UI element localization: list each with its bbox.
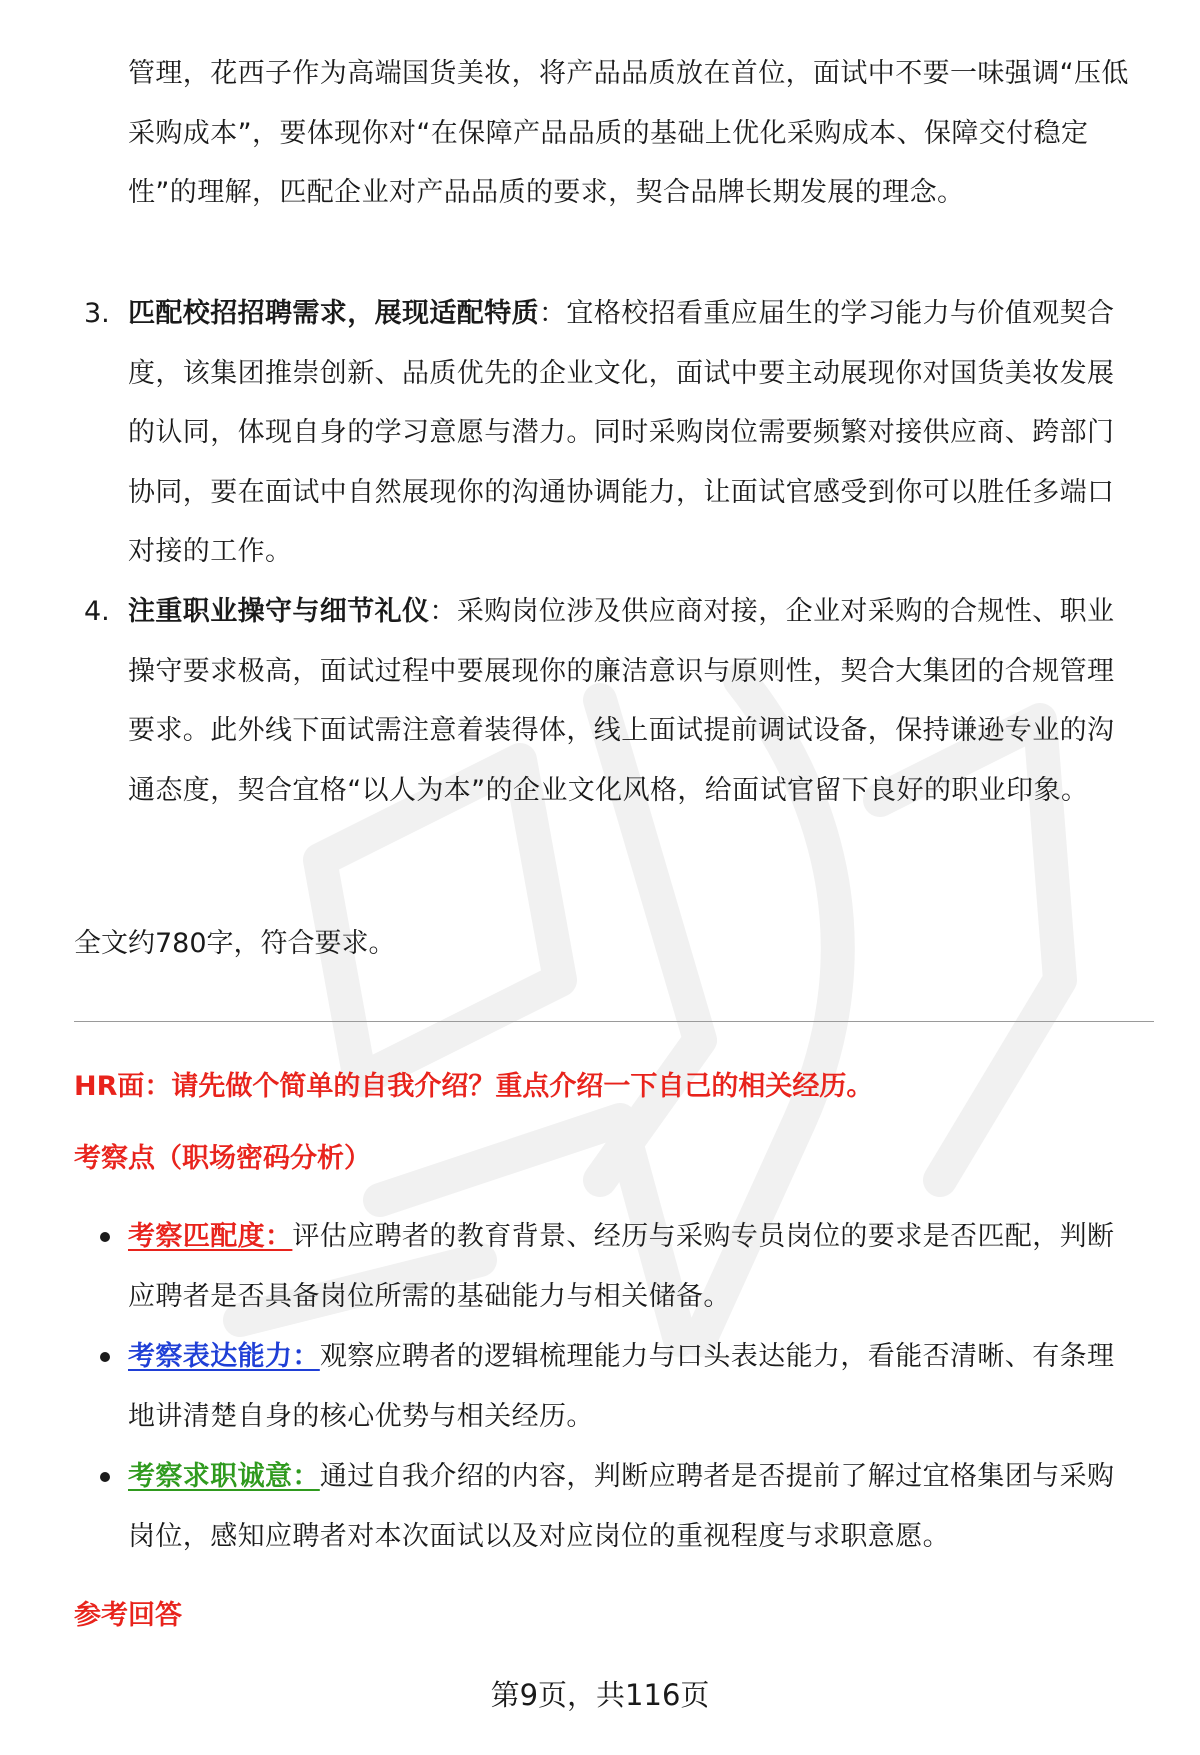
bullet-dot xyxy=(100,1352,110,1362)
numbered-item-4 xyxy=(128,582,1138,820)
item-title-4: 注重职业操守与细节礼仪 xyxy=(128,596,430,627)
bullet-text-expression: 观察应聘者的逻辑梳理能力与口头表达能力，看能否清晰、有条理地讲清楚自身的核心优势与相关经历。 xyxy=(128,1341,1115,1432)
item-separator-4: ： xyxy=(429,596,457,627)
page-number-footer: 第9页，共116页 xyxy=(490,1678,710,1712)
bullet-dot xyxy=(100,1472,110,1482)
bullet-keyword-match: 考察匹配度： xyxy=(128,1221,293,1252)
item-body-3: 宜格校招看重应届生的学习能力与价值观契合度，该集团推崇创新、品质优先的企业文化，面试中要主动展现你对国货美妆发展的认同，体现自身的学习意愿与潜力。同时采购岗位需要频繁对接供应商、跨部门协同，要在面试中自然展现你的沟通协调能力，让面试官感受到你可以胜任多端口对接的工作。 xyxy=(128,298,1115,567)
item-body-4: 采购岗位涉及供应商对接，企业对采购的合规性、职业操守要求极高，面试过程中要展现你的廉洁意识与原则性，契合大集团的合规管理要求。此外线下面试需注意着装得体，线上面试提前调试设备，保持谦逊专业的沟通态度，契合宜格“以人为本”的企业文化风格，给面试官留下良好的职业印象。 xyxy=(128,596,1115,806)
item-separator-3: ： xyxy=(539,298,567,329)
bullet-item-match xyxy=(128,1207,1138,1326)
bullet-keyword-sincerity: 考察求职诚意： xyxy=(128,1461,320,1492)
section-divider xyxy=(74,1021,1154,1022)
reference-answer-heading: 参考回答 xyxy=(74,1600,182,1631)
bullet-text-match: 评估应聘者的教育背景、经历与采购专员岗位的要求是否匹配，判断应聘者是否具备岗位所需的基础能力与相关储备。 xyxy=(128,1221,1115,1312)
bullet-keyword-expression: 考察表达能力： xyxy=(128,1341,320,1372)
continuation-paragraph: 管理，花西子作为高端国货美妆，将产品品质放在首位，面试中不要一味强调“压低采购成本”，要体现你对“在保障产品品质的基础上优化采购成本、保障交付稳定性”的理解，匹配企业对产品品质的要求，契合品牌长期发展的理念。 xyxy=(128,58,1129,208)
item-number-4: 4. xyxy=(84,596,110,627)
word-count-note: 全文约780字，符合要求。 xyxy=(74,928,396,959)
item-title-3: 匹配校招招聘需求，展现适配特质 xyxy=(128,298,539,329)
question-heading: HR面：请先做个简单的自我介绍？重点介绍一下自己的相关经历。 xyxy=(74,1071,874,1102)
numbered-item-3 xyxy=(128,284,1138,582)
bullet-item-expression xyxy=(128,1327,1138,1446)
item-number-3: 3. xyxy=(84,298,110,329)
bullet-item-sincerity xyxy=(128,1447,1138,1566)
bullet-text-sincerity: 通过自我介绍的内容，判断应聘者是否提前了解过宜格集团与采购岗位，感知应聘者对本次面试以及对应岗位的重视程度与求职意愿。 xyxy=(128,1461,1115,1552)
analysis-heading: 考察点（职场密码分析） xyxy=(74,1143,371,1174)
bullet-dot xyxy=(100,1232,110,1242)
